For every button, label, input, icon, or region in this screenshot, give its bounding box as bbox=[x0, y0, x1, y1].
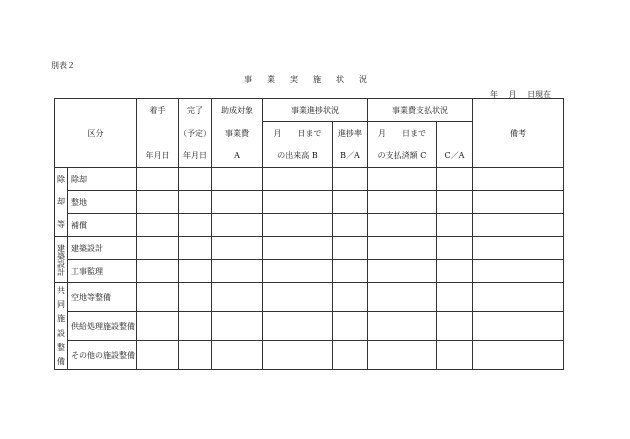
header-subsidy-a: A bbox=[212, 145, 263, 168]
header-subsidy-cost: 事業費 bbox=[212, 122, 263, 145]
header-progress-rate-ba: B／A bbox=[333, 145, 368, 168]
row-label: 空地等整備 bbox=[68, 283, 137, 312]
group-label-demolition: 除 却 等 bbox=[55, 168, 68, 237]
status-table bbox=[54, 98, 564, 370]
row-label: 整地 bbox=[68, 191, 137, 214]
header-progress-rate: 進捗率 bbox=[333, 122, 368, 145]
row-label: 建築設計 bbox=[68, 237, 137, 260]
header-start: 着手 bbox=[137, 99, 179, 122]
row-label: その他の施設整備 bbox=[68, 341, 137, 370]
row-label: 除却 bbox=[68, 168, 137, 191]
header-complete: 完了 bbox=[179, 99, 212, 122]
header-progress-amount: 月 日まで bbox=[263, 122, 333, 145]
header-payment-group: 事業費支払状況 bbox=[368, 99, 473, 122]
document-title: 事業実施状況 bbox=[244, 75, 382, 84]
row-label: 供給処理施設整備 bbox=[68, 312, 137, 341]
group-label-architectural-design: 建築 設計 bbox=[55, 237, 68, 283]
header-progress-group: 事業進捗状況 bbox=[263, 99, 368, 122]
header-progress-amount-b: の出来高 B bbox=[263, 145, 333, 168]
header-subsidy: 助成対象 bbox=[212, 99, 263, 122]
header-complete-date: 年月日 bbox=[179, 145, 212, 168]
header-remarks: 備考 bbox=[473, 99, 564, 168]
row-label: 工事監理 bbox=[68, 260, 137, 283]
group-label-common-facilities: 共 同 施 設 整 備 bbox=[55, 283, 68, 370]
header-start-date: 年月日 bbox=[137, 145, 179, 168]
header-category: 区分 bbox=[55, 99, 137, 168]
date-line: 年 月 日現在 bbox=[490, 90, 552, 99]
row-label: 補償 bbox=[68, 214, 137, 237]
header-payment-ratio: C／A bbox=[437, 145, 473, 168]
header-payment-amount: 月 日まで bbox=[368, 122, 437, 145]
header-complete-planned: （予定） bbox=[179, 122, 212, 145]
document-label: 別表２ bbox=[51, 61, 75, 70]
header-payment-amount-c: の支払済額 C bbox=[368, 145, 437, 168]
